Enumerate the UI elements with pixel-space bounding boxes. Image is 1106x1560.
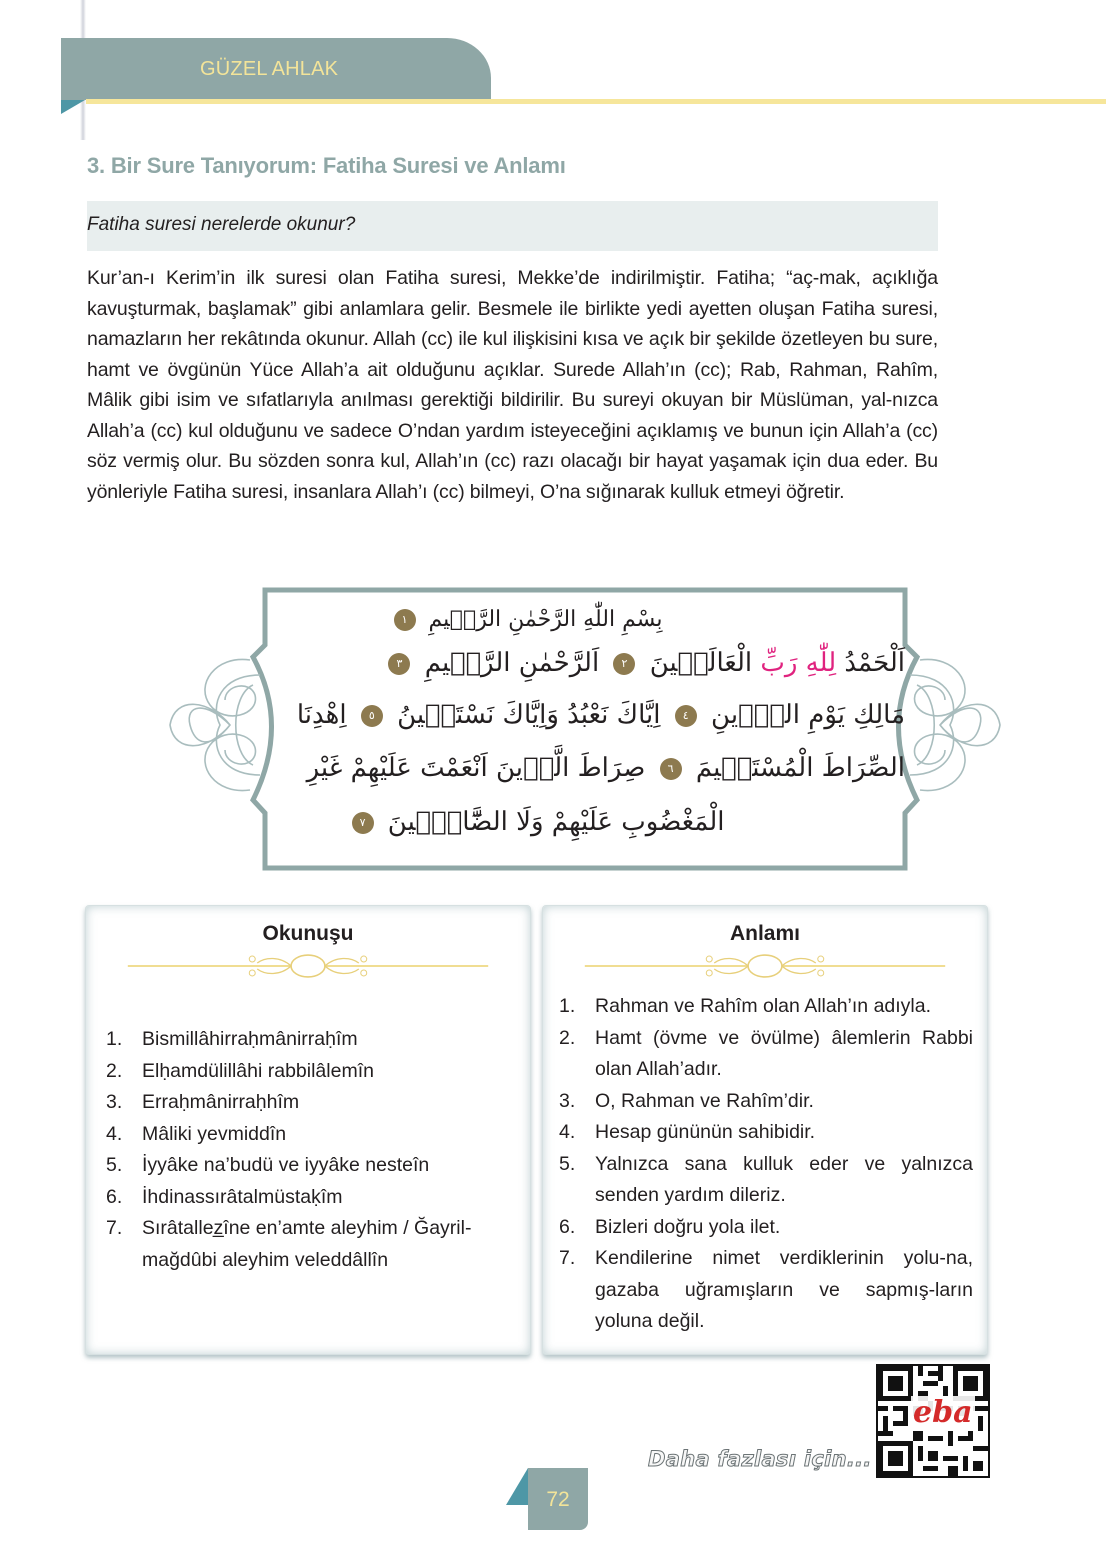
item-text: Rahman ve Rahîm olan Allah’ın adıyla. [595,995,932,1017]
unit-title: GÜZEL AHLAK [200,58,339,80]
list-item [106,1024,516,1056]
ayah-badge-icon: ٥ [361,705,383,727]
item-number: 6. [106,1185,123,1208]
section-title: 3. Bir Sure Tanıyorum: Fatiha Suresi ve Anlamı [87,153,566,178]
item-text: Mâliki yevmiddîn [142,1122,287,1145]
arabic-text: اِهْدِنَا [296,700,347,730]
arabic-highlight-text: لِلّٰهِ رَبِّ [760,648,837,678]
item-number: 4. [559,1121,576,1143]
page-number: 72 [546,1488,570,1511]
item-number: 6. [559,1215,576,1238]
item-text: O, Rahman ve Rahîm’dir. [595,1089,814,1112]
meaning-title: Anlamı [729,922,800,945]
item-number: 7. [106,1217,123,1239]
meaning-box [542,905,988,1355]
item-number: 2. [106,1059,123,1082]
list-item [559,991,973,1023]
item-number: 1. [559,995,576,1017]
eba-logo: eba [913,1395,973,1430]
item-text: Elḥamdülillâhi rabbilâlemîn [142,1059,374,1082]
list-item [559,1117,973,1149]
arabic-text: اِيَّاكَ نَعْبُدُ وَاِيَّاكَ نَسْتَع۪ينُ [397,700,661,730]
list-item [559,1243,973,1338]
arabic-text: الْمَغْضُوبِ عَلَيْهِمْ وَلَا الضَّٓالّ۪ينَ [387,807,725,837]
list-item [559,1086,973,1118]
list-item [106,1056,516,1088]
item-number: 4. [106,1122,123,1145]
item-text: Hesap gününün sahibidir. [595,1121,816,1143]
reading-list [106,1024,516,1276]
surah-line-2 [255,648,905,678]
surah-line-4 [255,753,905,783]
ayah-badge-icon: ٣ [388,653,410,675]
arabic-text: صِرَاطَ الَّذ۪ينَ اَنْعَمْتَ عَلَيْهِمْ غَيْرِ [306,753,646,783]
item-number: 7. [559,1247,576,1269]
ayah-badge-icon: ٤ [675,705,697,727]
item-text: Bizleri doğru yola ilet. [595,1215,781,1238]
list-item [106,1182,516,1214]
item-number: 2. [559,1026,576,1049]
surah-frame [165,585,1005,875]
basmala-text: بِسْمِ اللّٰهِ الرَّحْمٰنِ الرَّح۪يمِ [428,607,663,632]
reading-box [85,905,531,1355]
surah-line-3 [255,700,905,730]
header-fold-corner [61,100,85,114]
item-text: İyyâke na’budü ve iyyâke nesteîn [142,1154,430,1176]
item-text: İhdinassırâtalmüstaḳîm [142,1185,343,1208]
qr-code-icon[interactable] [876,1364,990,1478]
list-item [106,1150,516,1182]
list-item [106,1213,516,1276]
list-item [106,1087,516,1119]
arabic-text: الصِّرَاطَ الْمُسْتَق۪يمَ [695,753,905,783]
item-text: Hamt (övme ve övülme) âlemlerin Rabbi olan Allah’adır. [595,1026,973,1080]
item-number: 5. [559,1152,576,1175]
arabic-text: الْعَالَم۪ينَ [649,648,761,678]
meaning-list [559,991,973,1338]
list-item [559,1212,973,1244]
arabic-text: مَالِكِ يَوْمِ الدّ۪ينِ [711,700,905,730]
item-text: Bismillâhirraḥmânirraḥîm [142,1028,358,1050]
ornament-divider-icon [543,951,987,981]
body-paragraph: Kur’an-ı Kerim’in ilk suresi olan Fatiha suresi, Mekke’de indirilmiştir. Fatiha; “aç-mak, açıklığa kavuşturmak, başlamak” gibi anlamlara gelir. Besmele ile birlikte yedi ayetten oluşan Fatiha suresi, namazların her rekâtında okunur. Allah (cc) ile kul ilişkisini kısa ve açık bir şekilde özetleyen bu sure, hamt ve övgünün Yüce Allah’a ait olduğunu açıklar. Surede Allah’ın (cc); Rab, Rahman, Rahîm, Mâlik gibi isim ve sıfatlarıyla anılması gerektiği bildirilir. Bu sureyi okuyan bir Müslüman, yal-nızca Allah’a (cc) kul olduğunu ve sadece O’ndan yardım isteyeceğini açıklamış ve bunun için Allah’a (cc) söz vermiş olur. Bu sözden sonra kul, Allah’ın (cc) razı olacağı bir hayat yaşamak için dua eder. Bu yönleriyle Fatiha suresi, insanlara Allah’ı (cc) bilmeyi, O’na sığınarak kulluk etmeyi öğretir. [87,267,938,503]
ayah-badge-icon: ٦ [660,758,682,780]
list-item [106,1119,516,1151]
item-number: 5. [106,1154,123,1176]
item-text: Erraḥmânirraḥhîm [142,1091,300,1113]
item-text: Sırâtallez̲îne en’amte aleyhim / Ğayril-mağdûbi aleyhim veleddâllîn [142,1217,472,1271]
item-text: Yalnızca sana kulluk eder ve yalnızca senden yardım dileriz. [595,1152,973,1206]
arabic-text: اَلْحَمْدُ [836,648,905,678]
item-number: 3. [559,1089,576,1112]
more-info-label: Daha fazlası için... [648,1447,872,1471]
header-rule [86,99,1106,104]
page-fold-corner [506,1468,528,1505]
ayah-badge-icon: ١ [394,609,416,631]
surah-line-1 [365,607,685,632]
surah-line-5 [335,807,735,837]
item-number: 3. [106,1091,123,1113]
item-text: Kendilerine nimet verdiklerinin yolu-na, gazaba uğramışların ve sapmış-ların yoluna değil. [595,1247,973,1332]
question-text: Fatiha suresi nerelerde okunur? [87,214,356,235]
arabic-text: اَلرَّحْمٰنِ الرَّح۪يمِ [424,648,600,678]
ornament-divider-icon [86,951,530,981]
list-item [559,1149,973,1212]
reading-title: Okunuşu [262,922,354,945]
ayah-badge-icon: ٧ [352,812,374,834]
item-number: 1. [106,1028,123,1050]
ayah-badge-icon: ٢ [613,653,635,675]
list-item [559,1023,973,1086]
